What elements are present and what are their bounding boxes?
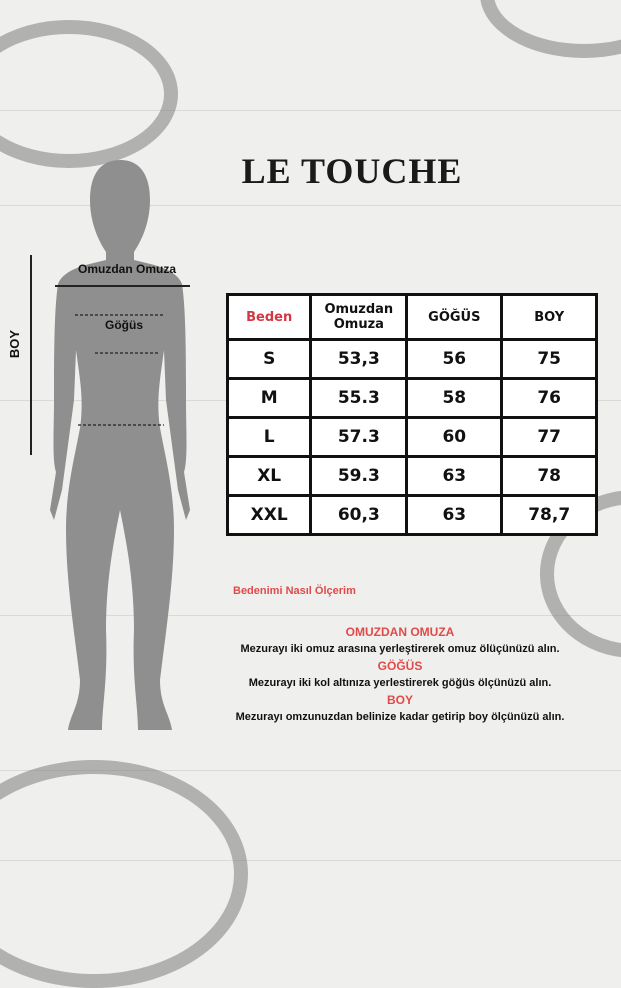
- cell-height: 78: [502, 457, 597, 496]
- cell-chest: 60: [407, 418, 502, 457]
- table-row: [228, 340, 597, 379]
- cell-shoulder: 57.3: [311, 418, 407, 457]
- cell-height: 75: [502, 340, 597, 379]
- height-label: BOY: [6, 329, 22, 359]
- header-shoulder: Omuzdan Omuza: [311, 295, 407, 340]
- cell-chest: 63: [407, 496, 502, 535]
- cell-size: XXL: [228, 496, 311, 535]
- header-size: Beden: [228, 295, 311, 340]
- instruction-text: Mezurayı iki kol altınıza yerlestirerek göğüs ölçünüzü alın.: [248, 677, 552, 689]
- instruction-text: Mezurayı iki omuz arasına yerleştirerek omuz ölüçünüzü alın.: [240, 643, 560, 655]
- instruction-heading: BOY: [386, 693, 413, 707]
- shoulder-label: Omuzdan Omuza: [78, 262, 177, 276]
- header-chest: GÖĞÜS: [407, 295, 502, 340]
- cell-shoulder: 55.3: [311, 379, 407, 418]
- cell-height: 76: [502, 379, 597, 418]
- table-row: [228, 457, 597, 496]
- how-to-measure-title: Bedenimi Nasıl Ölçerim: [233, 585, 356, 597]
- instruction-text: Mezurayı omzunuzdan belinize kadar getirip boy ölçünüzü alın.: [235, 711, 565, 723]
- table-row: [228, 418, 597, 457]
- instruction-heading: OMUZDAN OMUZA: [345, 625, 455, 639]
- cell-size: L: [228, 418, 311, 457]
- table-row: [228, 496, 597, 535]
- measure-instructions: [190, 624, 610, 726]
- cell-chest: 56: [407, 340, 502, 379]
- hanger-icon: [0, 20, 178, 168]
- cell-shoulder: 60,3: [311, 496, 407, 535]
- cell-height: 78,7: [502, 496, 597, 535]
- table-header-row: [228, 295, 597, 340]
- table-row: [228, 379, 597, 418]
- chest-label: Göğüs: [105, 318, 143, 332]
- cell-shoulder: 53,3: [311, 340, 407, 379]
- cell-size: M: [228, 379, 311, 418]
- brand-title: LE TOUCHE: [241, 151, 463, 191]
- hanger-icon: [0, 760, 248, 988]
- header-height: BOY: [502, 295, 597, 340]
- cell-chest: 58: [407, 379, 502, 418]
- instruction-heading: GÖĞÜS: [377, 659, 423, 673]
- cell-chest: 63: [407, 457, 502, 496]
- shoulder-measure-line: [55, 285, 190, 287]
- hanger-icon: [480, 0, 621, 58]
- cell-shoulder: 59.3: [311, 457, 407, 496]
- size-table: [226, 293, 598, 536]
- cell-height: 77: [502, 418, 597, 457]
- body-silhouette-icon: [40, 160, 200, 735]
- cell-size: XL: [228, 457, 311, 496]
- cell-size: S: [228, 340, 311, 379]
- height-measure-line: [30, 255, 32, 455]
